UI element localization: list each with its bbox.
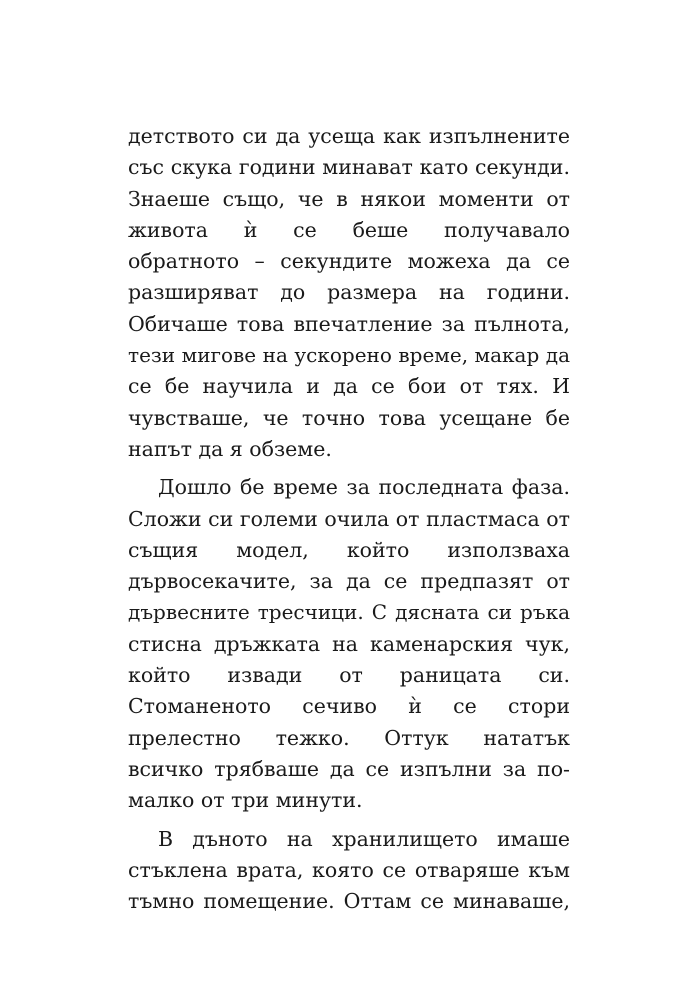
text-line: Обичаше това впечатление за пълнота,	[128, 311, 570, 336]
text-line: обратното – секундите можеха да се	[128, 249, 570, 274]
page-text	[128, 121, 570, 917]
text-line: стисна дръжката на каменарския чук,	[128, 631, 570, 656]
text-line: тъмно помещение. Оттам се минаваше,	[128, 889, 570, 914]
text-line: Дошло бе време за последната фаза.	[158, 475, 570, 500]
text-line: се бе научила и да се бои от тях. И	[128, 374, 570, 399]
text-line: дървосекачите, за да се предпазят от	[128, 569, 570, 594]
text-line: разширяват до размера на години.	[128, 280, 570, 305]
text-line: същия модел, който използваха	[128, 537, 570, 562]
text-line: напът да я обземе.	[128, 436, 332, 461]
paragraph-spacer	[128, 465, 570, 472]
paragraph-2	[128, 472, 570, 816]
text-line: живота ѝ се беше получавало	[128, 217, 570, 242]
text-line: който извади от раницата си.	[128, 663, 570, 688]
text-line: Стоманеното сечиво ѝ се стори	[128, 694, 570, 719]
text-line: В дъното на хранилището имаше	[158, 826, 570, 851]
text-line: чувстваше, че точно това усещане бе	[128, 405, 570, 430]
paragraph-1	[128, 121, 570, 465]
text-line: прелестно тежко. Оттук нататък	[128, 725, 570, 750]
text-line: стъклена врата, която се отваряше към	[128, 857, 570, 882]
paragraph-spacer	[128, 817, 570, 824]
text-line: със скука години минават като секунди.	[128, 155, 570, 180]
text-line: всичко трябваше да се изпълни за по-	[128, 756, 570, 781]
text-line: тези мигове на ускорено време, макар да	[128, 343, 570, 368]
text-line: дървесните тресчици. С дясната си ръка	[128, 600, 570, 625]
text-line: детството си да усеща как изпълнените	[128, 124, 570, 148]
text-line: Сложи си големи очила от пластмаса от	[128, 506, 570, 531]
text-line: малко от три минути.	[128, 788, 363, 813]
paragraph-3	[128, 824, 570, 918]
text-line: Знаеше също, че в някои моменти от	[128, 186, 570, 211]
